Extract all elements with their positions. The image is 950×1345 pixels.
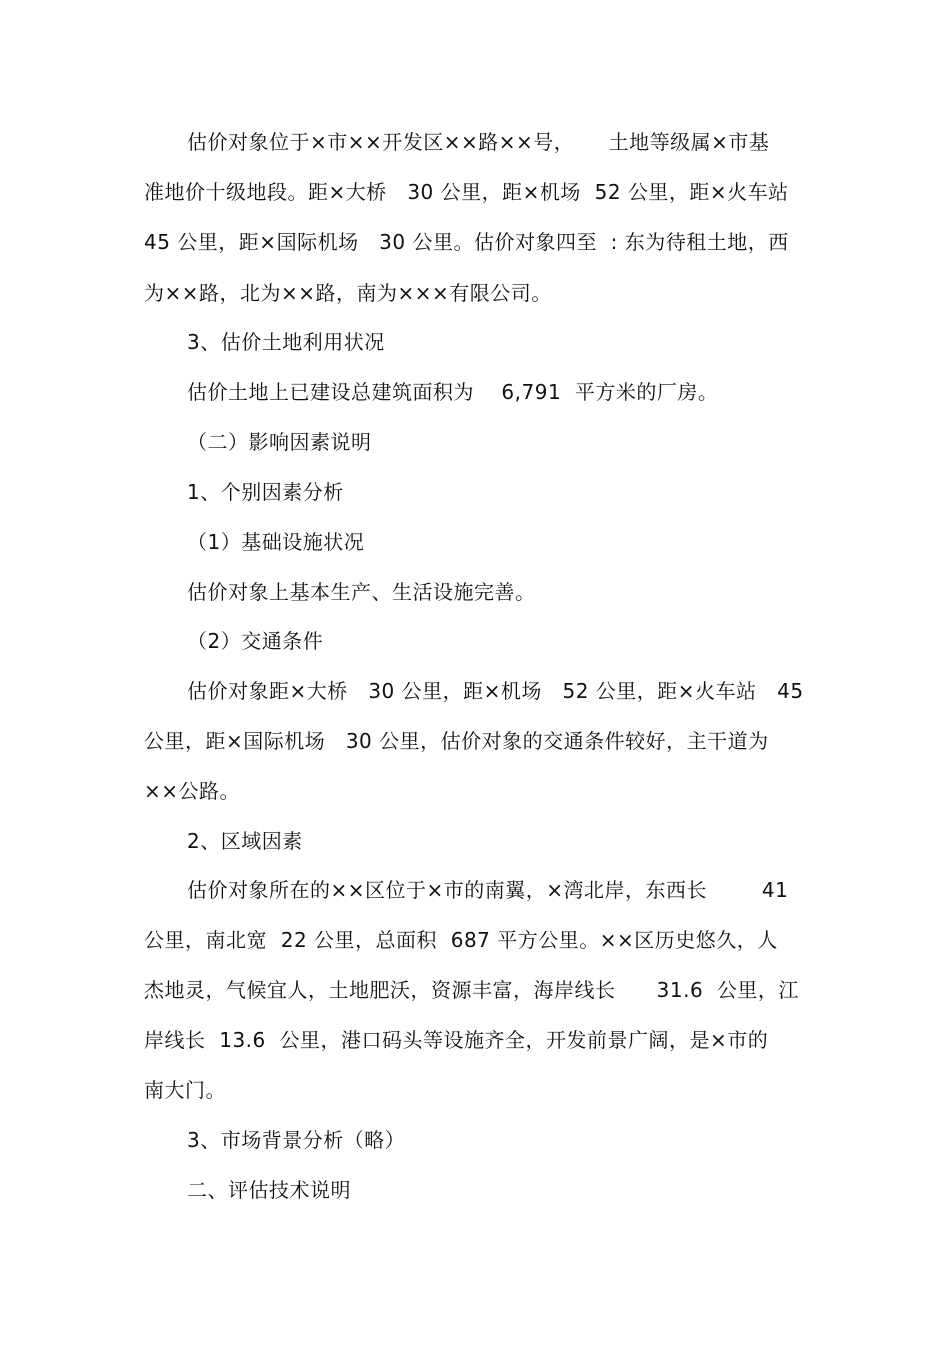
paragraph-line: 估价土地上已建设总建筑面积为 6,791 平方米的厂房。 (187, 380, 719, 404)
paragraph-line: 为××路，北为××路，南为×××有限公司。 (144, 281, 552, 305)
subsection-heading: （1）基础设施状况 (187, 530, 365, 554)
section-heading: 3、估价土地利用状况 (187, 330, 385, 354)
section-heading: 二、评估技术说明 (187, 1178, 351, 1202)
section-heading: 2、区域因素 (187, 829, 303, 853)
paragraph-line: ××公路。 (144, 779, 241, 803)
paragraph-line: 准地价十级地段。距×大桥 30 公里，距×机场 52 公里，距×火车站 (144, 180, 789, 204)
paragraph-line: 公里，距×国际机场 30 公里，估价对象的交通条件较好，主干道为 (144, 729, 769, 753)
paragraph-line: 岸线长 13.6 公里，港口码头等设施齐全，开发前景广阔，是×市的 (144, 1028, 769, 1052)
section-heading: 1、个别因素分析 (187, 480, 344, 504)
paragraph-line: 估价对象上基本生产、生活设施完善。 (187, 580, 536, 604)
subsection-heading: （2）交通条件 (187, 629, 324, 653)
paragraph-line: 公里，南北宽 22 公里，总面积 687 平方公里。××区历史悠久，人 (144, 928, 778, 952)
section-heading: 3、市场背景分析（略） (187, 1128, 406, 1152)
paragraph-line: 估价对象位于×市××开发区××路××号， 土地等级属×市基 (187, 130, 770, 154)
paragraph-line: 估价对象所在的××区位于×市的南翼，×湾北岸，东西长 41 (187, 878, 789, 902)
paragraph-line: 南大门。 (144, 1078, 226, 1102)
paragraph-line: 估价对象距×大桥 30 公里，距×机场 52 公里，距×火车站 45 (187, 679, 804, 703)
paragraph-line: 杰地灵，气候宜人，土地肥沃，资源丰富，海岸线长 31.6 公里，江 (144, 978, 799, 1002)
paragraph-line: 45 公里，距×国际机场 30 公里。估价对象四至 : 东为待租土地，西 (144, 230, 789, 254)
section-heading: （二）影响因素说明 (187, 430, 372, 454)
